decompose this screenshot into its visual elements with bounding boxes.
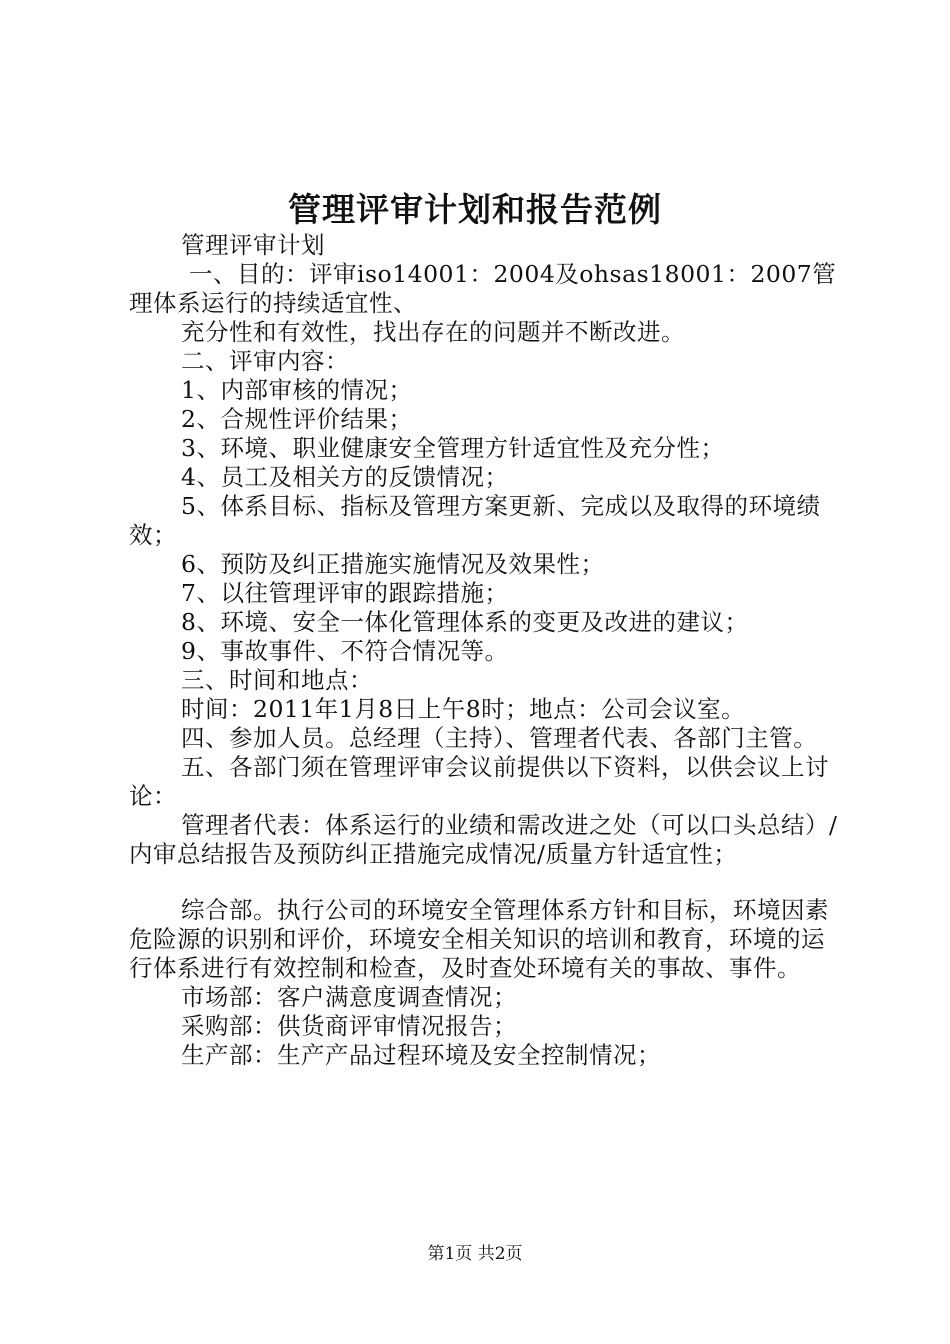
section-heading-plan: 管理评审计划 — [181, 231, 325, 259]
document-title: 管理评审计划和报告范例 — [288, 190, 662, 229]
list-item-8: 8、环境、安全一体化管理体系的变更及改进的建议； — [181, 608, 749, 636]
paragraph-purpose-continued: 充分性和有效性，找出存在的问题并不断改进。 — [181, 318, 685, 346]
paragraph-management-rep: 管理者代表：体系运行的业绩和需改进之处（可以口头总结）/内审总结报告及预防纠正措施完成情况/质量方针适宜性； — [129, 811, 838, 868]
page-footer: 第1页 共2页 — [427, 1244, 523, 1264]
section-heading-content: 二、评审内容： — [181, 347, 349, 375]
paragraph-spacer — [129, 869, 841, 896]
paragraph-purchasing-dept: 采购部：供货商评审情况报告； — [181, 1012, 517, 1040]
paragraph-marketing-dept: 市场部：客户满意度调查情况； — [181, 983, 517, 1011]
paragraph-attendees: 四、参加人员。总经理（主持）、管理者代表、各部门主管。 — [181, 724, 818, 752]
paragraph-production-dept: 生产部：生产产品过程环境及安全控制情况； — [181, 1041, 661, 1069]
section-heading-time-place: 三、时间和地点： — [181, 666, 373, 694]
document-body — [129, 231, 841, 1070]
list-item-9: 9、事故事件、不符合情况等。 — [181, 637, 509, 665]
paragraph-time-place: 时间：2011年1月8日上午8时；地点：公司会议室。 — [181, 695, 746, 723]
list-item-4: 4、员工及相关方的反馈情况； — [181, 463, 509, 491]
list-item-6: 6、预防及纠正措施实施情况及效果性； — [181, 550, 605, 578]
list-item-7: 7、以往管理评审的跟踪措施； — [181, 579, 509, 607]
list-item-1: 1、内部审核的情况； — [181, 376, 413, 404]
paragraph-purpose: 一、目的：评审iso14001：2004及ohsas18001：2007管理体系运行的持续适宜性、 — [129, 260, 837, 317]
list-item-3: 3、环境、职业健康安全管理方针适宜性及充分性； — [181, 434, 725, 462]
list-item-5: 5、体系目标、指标及管理方案更新、完成以及取得的环境绩效； — [129, 492, 821, 549]
paragraph-materials: 五、各部门须在管理评审会议前提供以下资料，以供会议上讨论： — [129, 753, 829, 810]
paragraph-general-dept: 综合部。执行公司的环境安全管理体系方针和目标，环境因素危险源的识别和评价，环境安全相关知识的培训和教育，环境的运行体系进行有效控制和检查，及时查处环境有关的事故、事件。 — [129, 896, 829, 982]
list-item-2: 2、合规性评价结果； — [181, 405, 413, 433]
